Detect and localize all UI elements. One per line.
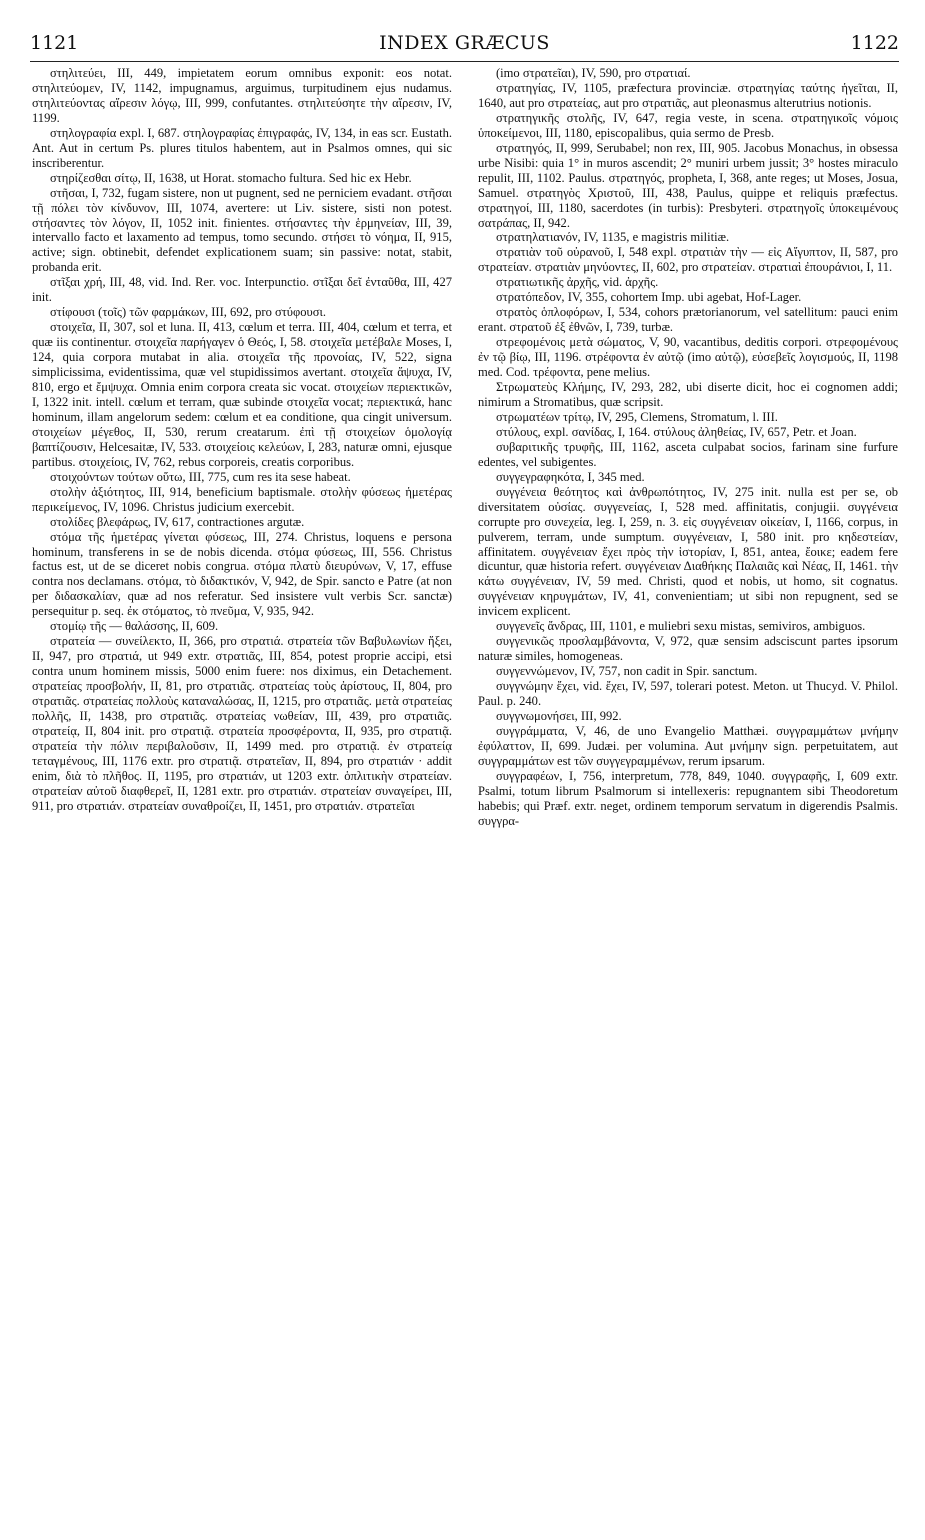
- index-entry: στόμα τῆς ἡμετέρας γίνεται φύσεως, III, 274. Christus, loquens e persona hominum, transferens in se de nobis dicenda. στόμα φύσεως, III, 556. Christus factus est, ut de se diceret nobis congrua. στόμα πλατὺ διευρύνων, V, 17, effuse contra nos declamans. στόμα, τὸ διδακτικόν, V, 942, de Spir. sancto e Patre (at non per διδασκαλίαν, quæ ad nos referatur. Sed insistere vult verbis Scr. sanctæ) persequitur p. seq. ἐκ στόματος, τὸ πνεῦμα, V, 935, 942.: [32, 529, 452, 619]
- right-page-number: 1122: [850, 32, 899, 54]
- index-entry: στρατεία — συνείλεκτο, II, 366, pro στρατιά. στρατεία τῶν Βαβυλωνίων ἥξει, II, 947, pro στρατιά, ut 949 extr. στρατιᾶς, III, 854, potest proprie accipi, etsi contra unum hominem missis, 5000 enim fuere: nos diximus, ein Detachement. στρατείας προσβολήν, II, 81, pro στρατιᾶς. στρατείας τοὺς ἀρίστους, II, 804, pro στρατιᾶς. στρατείας πολλοὺς καταναλώσας, II, 1215, pro στρατιᾶς. μετὰ στρατείας πολλῆς, II, 1438, pro στρατιᾶς. στρατείας νωθείαν, III, 439, pro στρατιᾶς. στρατείᾳ, II, 804 init. pro στρατιᾷ. στρατεία προσφέροντα, II, 935, pro στρατιᾷ. στρατεία τὴν πόλιν περιβαλοῦσιν, II, 1499 med. pro στρατιᾷ. ἐν στρατείᾳ τεταγμένους, III, 1176 extr. pro στρατιᾷ. στρατεῖαν, II, 894, pro στρατιάν · addit enim, διὰ τὸ πλῆθος. II, 1195, pro στρατιάν, ut 1203 extr. ὁπλιτικὴν στρατείαν. στρατείαν αὐτοῦ διαφθερεῖ, II, 1281 extr. pro στρατιάν. στρατείαν συναγείρει, III, 911, pro στρατιάν. στρατείαν συναθροίζει, II, 1451, pro στρατιάν. στρατεῖαι: [32, 634, 452, 813]
- index-entry: συγγραφέων, I, 756, interpretum, 778, 849, 1040. συγγραφῆς, I, 609 extr. Psalmi, totum librum Psalmorum si intellexeris: repugnantem sibi Theodoretum habebis; qui Præf. extr. neget, ordinem temporum servatum in digerendis Psalmis. συγγρα-: [478, 768, 898, 828]
- index-entry: συγγράμματα, V, 46, de uno Evangelio Matthæi. συγγραμμάτων μνήμην ἐφύλαττον, II, 699. Judæi. per volumina. Aut μνήμην sign. perpetuitatem, aut συγγραμμάτων est τῶν συγγεγραμμένων, rerum ipsarum.: [478, 723, 898, 768]
- index-entry: στηρίζεσθαι σίτῳ, II, 1638, ut Horat. stomacho fultura. Sed hic ex Hebr.: [50, 170, 412, 185]
- index-entry: στίφουσι (τοῖς) τῶν φαρμάκων, III, 692, pro στύφουσι.: [50, 305, 327, 320]
- index-entry: στρατηγός, II, 999, Serubabel; non rex, III, 905. Jacobus Monachus, in obsessa urbe Nisibi: quia 1° in muros ascendit; 2° muniri urbem jussit; 3° hostes miraculo repulit, III, 1102. Paulus. στρατηγός, propheta, I, 368, ante reges; ut Moses, Josua, Samuel. στρατηγὸς Χριστοῦ, III, 438, Paulus, quippe et reliquis præfectus. στρατηγοί, III, 1180, sacerdotes (in turbis): Presbyteri. στρατηγοῖς ὑποκειμένους σατράπας, II, 942.: [478, 140, 898, 230]
- index-entry: συγγένεια θεότητος καὶ ἀνθρωπότητος, IV, 275 init. nulla est per se, ob diversitatem οὐσίας. συγγενείας, I, 528 med. affinitatis, conjugii. συγγένεια corrupte pro συνεχεία, leg. I, 259, n. 3. εἰς συγγένειαν οἰκείαν, I, 1166, corpus, in pulverem, terram, unde sumptum. συγγένειαν, I, 580 init. pro κηδεστείαν, affinitatem. συγγένειαν ἔχει πρὸς τὴν ἱστορίαν, I, 851, antea, ἔοικε; eadem fere dicuntur, quæ historia refert. συγγένειαν Διαθήκης Παλαιᾶς καὶ Νέας, II, 1461. τὴν κάτω συγγένειαν, IV, 59 med. Christi, quod et nobis, ut homo, sit cognatus. συγγένειαν κηρυγμάτων, IV, 41, convenientiam; ut sibi non repugnent, sed se invicem explicent.: [478, 484, 898, 619]
- index-entry: στρωματέων τρίτῳ, IV, 295, Clemens, Stromatum, l. III.: [496, 409, 778, 424]
- index-entry: στρεφομένοις μετὰ σώματος, V, 90, vacantibus, deditis corpori. στρεφομένους ἐν τῷ βίῳ, III, 1196. στρέφοντα ἐν αὐτῷ (imo αὐτῷ), εὐσεβεῖς λογισμούς, II, 1198 med. Cod. τρέφοντα, pene melius.: [478, 335, 898, 380]
- index-entry: συβαριτικῆς τρυφῆς, III, 1162, asceta culpabat socios, farinam sine furfure edentes, vel subigentes.: [478, 439, 898, 469]
- right-column: [478, 66, 898, 829]
- left-column: [32, 66, 452, 814]
- index-entry: στῆσαι, I, 732, fugam sistere, non ut pugnent, sed ne perniciem evadant. στῆσαι τῇ πόλει τὸν κίνδυνον, III, 1074, avertere: ut Liv. sistere, sisti non potest. στήσαντες τὸν λόγον, II, 1052 init. finientes. στήσαντες τὴν ἑρμηνείαν, III, 39, intervallo facto et laxamento ad tempus, tomo secundo. στήσει τὸ νόημα, II, 915, active; sign. obtinebit, defendet explicationem suam; sin passive: notat, stabit, probanda erit.: [32, 185, 452, 275]
- index-entry: συγγεγραφηκότα, I, 345 med.: [496, 469, 645, 484]
- page-header: [30, 32, 899, 58]
- index-entry: στοιχεῖα, II, 307, sol et luna. II, 413, cœlum et terra. III, 404, cœlum et terra, et quæ iis continentur. στοιχεῖα παρήγαγεν ὁ Θεός, I, 58. στοιχεῖα μετέβαλε Moses, I, 124, quia corpora mutabat in alia. στοιχεῖα τῆς προνοίας, IV, 522, signa simplicissima, evidentissima, quæ vel stupidissimos avertant. στοιχεῖα ἄψυχα, IV, 810, ergo et ἔμψυχα. Omnia enim corpora creata sic vocat. στοιχείων περιεκτικῶν, I, 1322 init. intell. cœlum et terram, quæ subinde στοιχεῖα vocat; περιεκτικά, hanc hominum, illam angelorum sedem: cœlum et ea conditione, qua cingit universum. στοιχείων μέγεθος, II, 530, rerum creatarum. ἐπὶ τῇ στοιχείων ὁμολογίᾳ βαπτίζουσιν, Helcesaitæ, IV, 533. στοιχείοις κελεύων, I, 283, naturæ omni, ejusque partibus. στοιχείοις, IV, 762, rebus corporeis, creatis corporibus.: [32, 320, 452, 469]
- index-entry: στρατιὰν τοῦ οὐρανοῦ, I, 548 expl. στρατιὰν τὴν — εἰς Αἴγυπτον, II, 587, pro στρατείαν. στρατιὰν μηνύοντες, II, 602, pro στρατείαν. στρατιαὶ ἐπουράνιοι, I, 11.: [478, 245, 898, 275]
- index-entry: συγγεννώμενον, IV, 757, non cadit in Spir. sanctum.: [496, 664, 758, 679]
- index-entry: στολίδες βλεφάρως, IV, 617, contractiones argutæ.: [50, 514, 305, 529]
- index-entry: στρατηγίας, IV, 1105, præfectura provinciæ. στρατηγίας ταύτης ἡγεῖται, II, 1640, aut pro στρατείας, aut pro στρατιᾶς, aut pleonasmus alterutrius notionis.: [478, 80, 898, 110]
- index-entry: συγγενικῶς προσλαμβάνοντα, V, 972, quæ sensim adsciscunt partes ipsorum naturæ similes, homogeneas.: [478, 634, 898, 664]
- index-entry: στολὴν ἀξιότητος, III, 914, beneficium baptismale. στολὴν φύσεως ἡμετέρας περικείμενος, IV, 1096. Christus judicium exercebit.: [32, 484, 452, 514]
- index-entry: στρατὸς ὁπλοφόρων, I, 534, cohors prætorianorum, vel satellitum: pauci enim erant. στρατοῦ ἐξ ἐθνῶν, I, 739, turbæ.: [478, 305, 898, 335]
- index-entry: συγγενεῖς ἄνδρας, III, 1101, e muliebri sexu mistas, semiviros, ambiguos.: [496, 619, 866, 634]
- left-page-number: 1121: [30, 32, 79, 54]
- index-entry: στοιχούντων τούτων οὕτω, III, 775, cum res ita sese habeat.: [50, 469, 351, 484]
- running-title: INDEX GRÆCUS: [379, 32, 550, 54]
- index-entry: στρατόπεδον, IV, 355, cohortem Imp. ubi agebat, Hof-Lager.: [496, 290, 802, 305]
- index-entry: στρατηλατιανόν, IV, 1135, e magistris militiæ.: [496, 230, 730, 245]
- index-entry: στῖξαι χρή, III, 48, vid. Ind. Rer. voc. Interpunctio. στῖξαι δεῖ ἐνταῦθα, III, 427 init.: [32, 275, 452, 305]
- index-entry: στηλογραφία expl. I, 687. στηλογραφίας ἐπιγραφάς, IV, 134, in eas scr. Eustath. Ant. Aut in certum Ps. plures titulos habentem, aut in Psalmos omnes, qui sic inscriberentur.: [32, 125, 452, 170]
- index-entry: στύλους, expl. σανίδας, I, 164. στύλους ἀληθείας, IV, 657, Petr. et Joan.: [496, 424, 857, 439]
- index-entry: Στρωματεὺς Κλήμης, IV, 293, 282, ubi diserte dicit, hoc ei cognomen addi; nimirum a Stromatibus, quæ scripsit.: [478, 380, 898, 409]
- index-entry: στηλιτεύει, III, 449, impietatem eorum omnibus exponit: eos notat. στηλιτεύομεν, IV, 1142, impugnamus, arguimus, turpitudinem ejus nudamus. στηλιτεύοντας αἵρεσιν λόγῳ, III, 999, confutantes. στηλιτεύσητε τὴν αἵρεσιν, IV, 1199.: [32, 66, 452, 125]
- index-entry: (imo στρατεῖαι), IV, 590, pro στρατιαί.: [496, 66, 691, 80]
- index-entry: συγγνωμονήσει, III, 992.: [496, 708, 622, 723]
- index-entry: στρατηγικῆς στολῆς, IV, 647, regia veste, in scena. στρατηγικοῖς νόμοις ὑποκείμενοι, III, 1180, episcopalibus, quia sermo de Presb.: [478, 110, 898, 140]
- index-entry: συγγνώμην ἔχει, vid. ἔχει, IV, 597, tolerari potest. Meton. ut Thucyd. V. Philol. Paul. p. 240.: [478, 679, 898, 709]
- header-rule: [30, 61, 899, 62]
- index-entry: στομίῳ τῆς — θαλάσσης, II, 609.: [50, 619, 219, 634]
- index-entry: στρατιωτικῆς ἀρχῆς, vid. ἀρχῆς.: [496, 275, 659, 290]
